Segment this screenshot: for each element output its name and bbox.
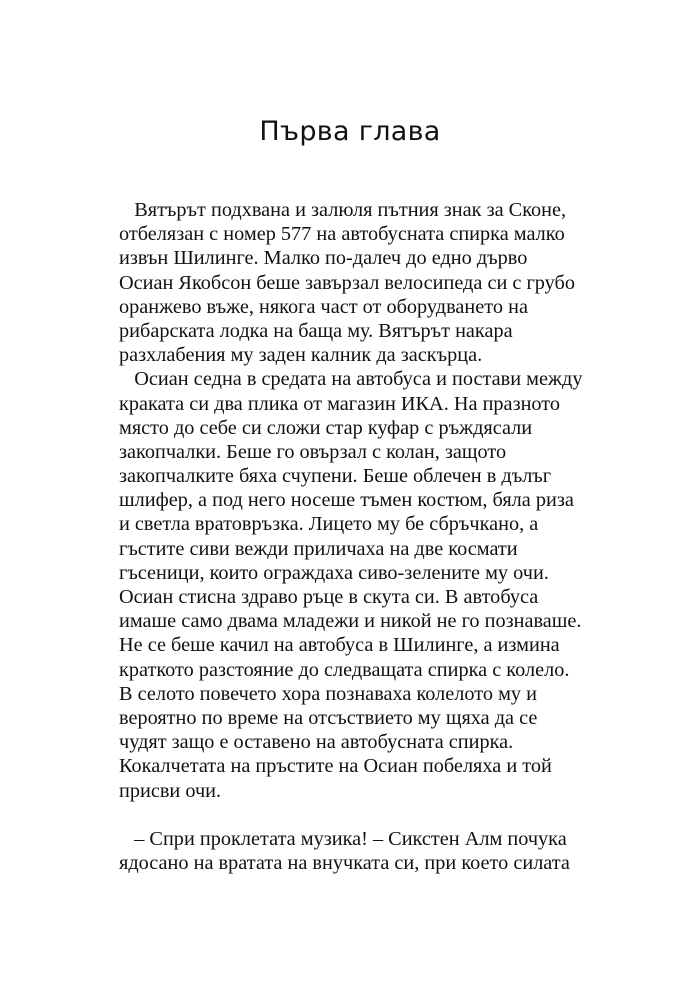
paragraph-gap bbox=[119, 803, 599, 827]
text-line: краката си два плика от магазин ИКА. На празното bbox=[119, 392, 561, 415]
text-line: Осиан стисна здраво ръце в скута си. В автобуса bbox=[119, 586, 539, 608]
text-line: извън Шилинге. Малко по-далеч до едно дърво bbox=[119, 247, 528, 270]
text-line: гъстите сиви вежди приличаха на две космати bbox=[119, 537, 518, 560]
text-line: гъсеници, които ограждаха сиво-зелените му очи. bbox=[119, 561, 549, 584]
body-text bbox=[119, 198, 599, 875]
text-line: Осиан Якобсон беше завързал велосипеда си с грубо bbox=[119, 271, 575, 294]
text-line: и светла вратовръзка. Лицето му бе сбръчкано, а bbox=[119, 513, 539, 536]
text-line: закопчалките бяха счупени. Беше облечен в дълъг bbox=[119, 465, 552, 488]
text-line: разхлабения му заден калник да заскърца. bbox=[119, 344, 483, 367]
text-line: – Спри проклетата музика! – Сикстен Алм почука bbox=[119, 827, 567, 850]
text-line: закопчалки. Беше го овързал с колан, защото bbox=[119, 440, 507, 463]
text-line: Не се беше качил на автобуса в Шилинге, а измина bbox=[119, 634, 560, 657]
text-line: отбелязан с номер 577 на автобусната спирка малко bbox=[119, 223, 565, 246]
text-line: В селото повечето хора познаваха колелото му и bbox=[119, 682, 537, 705]
text-line: краткото разстояние до следващата спирка с колело. bbox=[119, 658, 570, 681]
text-line: шлифер, а под него носеше тъмен костюм, бяла риза bbox=[119, 489, 574, 512]
text-line: имаше само двама младежи и никой не го познаваше. bbox=[119, 610, 582, 633]
text-line: ядосано на вратата на внучката си, при което силата bbox=[119, 852, 570, 875]
text-line: Вятърът подхвана и залюля пътния знак за Сконе, bbox=[119, 199, 567, 221]
text-line: Осиан седна в средата на автобуса и постави между bbox=[119, 368, 583, 391]
text-line: вероятно по време на отсъствието му щяха да се bbox=[119, 706, 538, 729]
text-line: Кокалчетата на пръстите на Осиан побеляха и той bbox=[119, 755, 552, 778]
text-line: място до себе си сложи стар куфар с ръждясали bbox=[119, 416, 533, 439]
text-line: рибарската лодка на баща му. Вятърът накара bbox=[119, 319, 513, 342]
text-line: оранжево въже, някога част от оборудването на bbox=[119, 295, 528, 318]
text-line: присви очи. bbox=[119, 779, 222, 802]
chapter-title: Първа глава bbox=[259, 116, 441, 147]
text-line: чудят защо е оставено на автобусната спирка. bbox=[119, 731, 514, 754]
